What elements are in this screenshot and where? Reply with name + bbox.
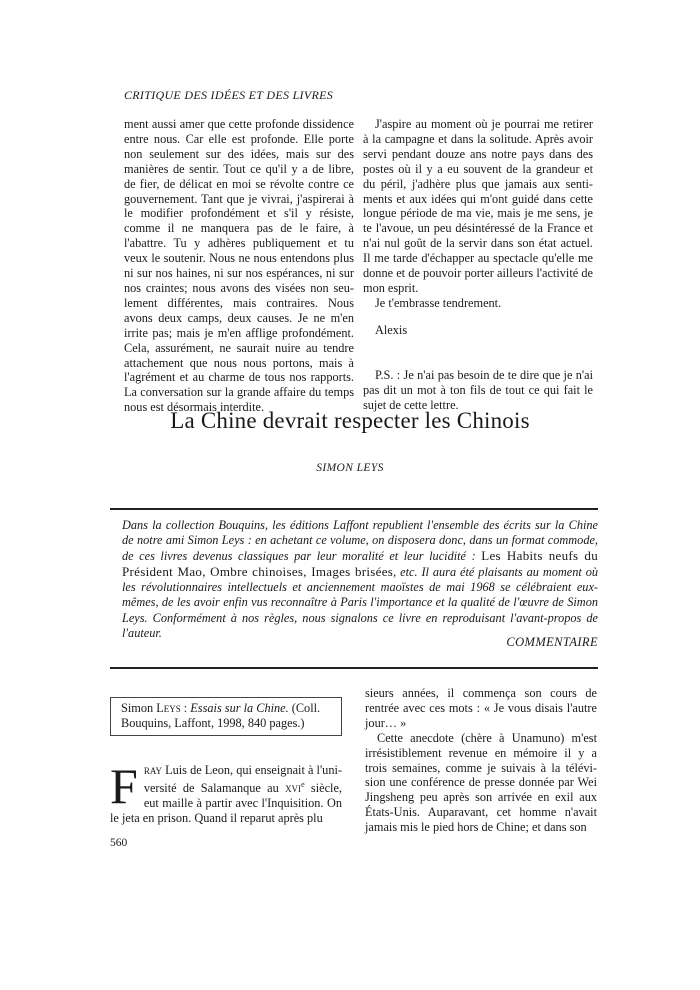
page-number: 560 [110,837,128,849]
article-paragraph: sieurs années, il commença son cours de rentrée avec ces mots : « Je vous disais l'autre jour… » [365,686,597,730]
article-title: La Chine devrait respecter les Chinois [170,408,530,433]
section-label: COMMENTAIRE [506,635,598,649]
separator: , [202,564,211,580]
book-title: Ombre chinoises [210,564,304,580]
separator: , [303,564,312,580]
letter-right-column [363,117,593,412]
century-numeral: xvi [285,781,302,795]
intro-text: Dans la collection Bouquins, les éditions Laffont republient l'ensemble des écrits sur la Chine de notre ami Simon Leys : en achetant ce volume, on disposera donc, dans un format commode, de ces livres devenus classiques par leur moralité et leur lucidité : [122,518,598,564]
letter-left-column [124,117,354,415]
reference-author-first: Simon [121,701,154,715]
editorial-intro [122,518,598,641]
first-word: ray [143,763,162,777]
article-paragraph [110,758,342,826]
paragraph-text: siècle, eut maille à partir avec l'Inquisition. On le jeta en prison. Quand il reparut après plu [110,781,342,825]
paragraph-text: Luis de Leon, qui enseignait à l'université de Salamanque au [143,763,342,795]
letter-postscript: P.S. : Je n'ai pas besoin de te dire que je n'ai pas dit un mot à ton fils de tout ce qui fait le sujet de cette lettre. [363,367,593,412]
reference-book-title: Essais sur la Chine. [190,701,289,715]
letter-paragraph: ment aussi amer que cette profonde dissidence entre nous. Car elle est profonde. Elle porte non seulement sur des idées, mais sur des manières de sentir. Tout ce qu'il y a de libre, de fier, de délicat en moi se révolte contre ce gouvernement. Tant que je vivrai, j'aspirerai à le modifier profondément et s'il y résiste, comme il ne manquera pas de le faire, à l'abattre. Tu y adhères publiquement et tu veux le soutenir. Nous ne nous entendons plus ni sur nos haines, ni sur nos espérances, ni sur nos craintes; nous avons des visées non seulement différentes, mais contraires. Nous avons deux camps, deux causes. Je ne m'en irrite pas; mais je m'en afflige profondément. Cela, assurément, ne saurait nuire au tendre attachement que nous nous portons, mais à l'agrément et au charme de tous nos rapports. La conversation sur la grande affaire du temps nous est désormais interdite. [124,117,354,415]
bottom-rule [110,667,598,669]
reference-author-last: Leys [156,701,181,715]
letter-paragraph: J'aspire au moment où je pourrai me retirer à la campagne et dans la solitude. Après avoir servi pendant douze ans notre pays dans des postes où il y a eu souvent de la grandeur et du péril, j'adhère plus que jamais aux sentiments et aux idées qui m'ont guidé dans cette longue période de ma vie, mais je me sens, je te l'avoue, un peu désintéressé de la France et n'ai nul goût de la servir dans son état actuel. Il me tarde d'échapper au spectacle qu'elle me donne et de pouvoir porter ailleurs l'activité de mon esprit. [363,117,593,295]
letter-closing: Je t'embrasse tendrement. [375,295,502,310]
letter-signature: Alexis [375,322,408,337]
intro-text: , etc. Il aura été plaisants au moment où les révolutionnaires intellectuels et anciennement maoïstes de mai 1968 se célébraient eux-mêmes, de les avoir enfin vus reconnaître à Paris l'importance et la qualité de l'œuvre de Simon Leys. Conformément à nos règles, nous signalons ce livre en reproduisant l'avant-propos de l'auteur. [122,565,598,640]
reference-separator: : [180,701,191,715]
article-paragraph: Cette anecdote (chère à Unamuno) m'est irrésistiblement revenue en mémoire il y a trois semaines, comme je suivais à la télévision une conférence de presse donnée par Wei Jingsheng peu après son arrivée en exil aux États-Unis. Auparavant, cet homme n'avait jamais mis le pied hors de Chine; et dans son [365,730,597,835]
running-head: CRITIQUE DES IDÉES ET DES LIVRES [124,88,334,102]
reference-details: (Coll. Bouquins, Laffont, 1998, 840 pages.) [121,701,321,730]
article-left-column [110,758,342,826]
article-right-column [365,686,597,835]
century-superscript: e [301,779,305,789]
drop-cap: F [110,758,138,814]
book-title: Images brisées [311,564,394,580]
book-reference-box [110,697,342,736]
book-title: Les Habits neufs du Président Mao [122,548,599,580]
top-rule [110,508,598,510]
article-byline: SIMON LEYS [316,462,384,474]
